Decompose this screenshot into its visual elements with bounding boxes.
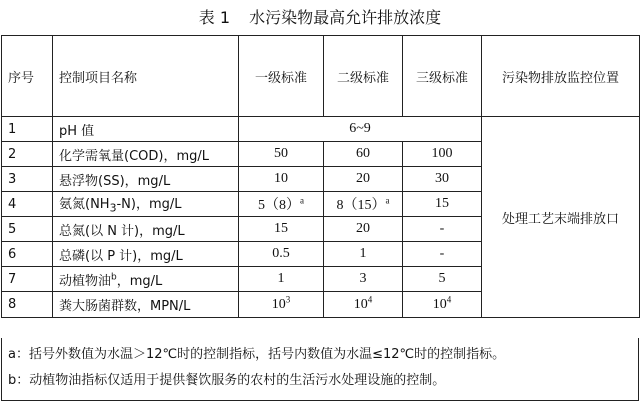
grade2-value (324, 192, 403, 217)
grade2-value: 60 (324, 142, 403, 167)
grade2-value: 3 (324, 267, 403, 292)
value-text: 10 (353, 296, 368, 312)
header-seq: 序号 (2, 36, 53, 117)
row-name: 总磷(以 P 计)，mg/L (53, 242, 239, 267)
table-row (2, 117, 640, 142)
grade3-value: 100 (403, 142, 482, 167)
grade3-value: 30 (403, 167, 482, 192)
exponent: 4 (446, 293, 452, 304)
row-name: 化学需氧量(COD)，mg/L (53, 142, 239, 167)
grade1-value (239, 292, 324, 318)
row-seq: 8 (2, 292, 53, 318)
row-seq: 1 (2, 117, 53, 142)
row-seq: 7 (2, 267, 53, 292)
footnote-mark: b (111, 272, 117, 283)
row-name: pH 值 (53, 117, 239, 142)
footnote-a: a：括号外数值为水温＞12℃时的控制指标，括号内数值为水温≤12℃时的控制指标。 (8, 347, 506, 362)
grade2-value: 20 (324, 217, 403, 242)
grade3-value: 5 (403, 267, 482, 292)
footnote-b: b：动植物油指标仅适用于提供餐饮服务的农村的生活污水处理设施的控制。 (8, 373, 446, 388)
row-name (53, 192, 239, 217)
name-part: 氨氮(NH (59, 197, 110, 213)
grade1-value: 50 (239, 142, 324, 167)
table-title-text: 水污染物最高允许排放浓度 (249, 8, 442, 27)
header-row (2, 36, 640, 117)
subscript: 3 (109, 201, 117, 215)
name-part: -N)，mg/L (116, 197, 182, 213)
exponent: 4 (367, 293, 373, 304)
header-grade2: 二级标准 (324, 36, 403, 117)
row-seq: 3 (2, 167, 53, 192)
header-grade1: 一级标准 (239, 36, 324, 117)
grade1-value: 0.5 (239, 242, 324, 267)
grade3-value: - (403, 217, 482, 242)
row-seq: 2 (2, 142, 53, 167)
grade1-value: 1 (239, 267, 324, 292)
value-text: 5（8） (258, 198, 300, 213)
header-grade3: 三级标准 (403, 36, 482, 117)
grade3-value: - (403, 242, 482, 267)
grade1-value (239, 192, 324, 217)
grade1-value: 10 (239, 167, 324, 192)
table-title (0, 4, 640, 32)
row-seq: 6 (2, 242, 53, 267)
grade2-value: 20 (324, 167, 403, 192)
standards-table (1, 35, 640, 318)
footnote-mark: a (300, 195, 304, 206)
row-name (53, 267, 239, 292)
value-text: 8（15） (336, 198, 386, 213)
grade1-value: 15 (239, 217, 324, 242)
monitoring-location: 处理工艺末端排放口 (482, 117, 640, 318)
row-seq: 5 (2, 217, 53, 242)
value-text: 10 (432, 296, 447, 312)
table-number: 表 1 (198, 8, 231, 27)
grade3-value: 15 (403, 192, 482, 217)
row-merged-value: 6~9 (239, 117, 482, 142)
header-location: 污染物排放监控位置 (482, 36, 640, 117)
value-text: 10 (271, 296, 286, 312)
row-name: 粪大肠菌群数，MPN/L (53, 292, 239, 318)
header-item: 控制项目名称 (53, 36, 239, 117)
name-part: ，mg/L (116, 273, 163, 289)
row-name: 总氮(以 N 计)，mg/L (53, 217, 239, 242)
grade2-value (324, 292, 403, 318)
footnote-mark: a (385, 195, 390, 206)
row-seq: 4 (2, 192, 53, 217)
exponent: 3 (285, 293, 291, 304)
row-name: 悬浮物(SS)，mg/L (53, 167, 239, 192)
footnotes (1, 338, 639, 401)
name-part: 动植物油 (59, 273, 112, 289)
grade3-value (403, 292, 482, 318)
grade2-value: 1 (324, 242, 403, 267)
